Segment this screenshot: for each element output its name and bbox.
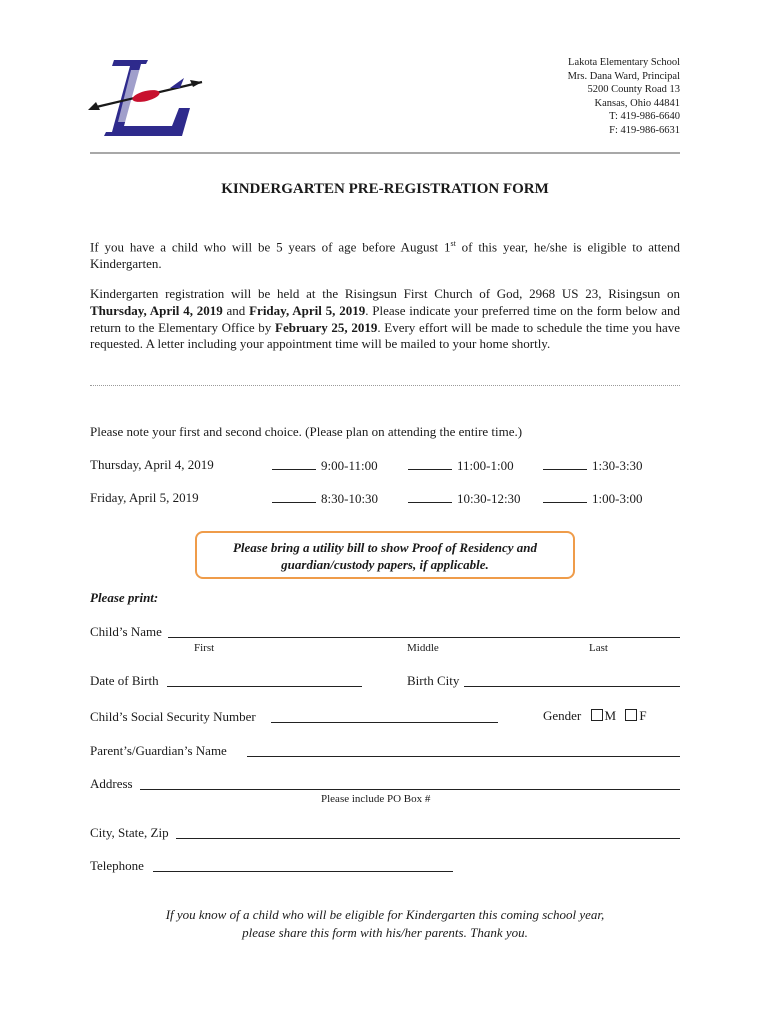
school-phone: T: 419-986-6640 (609, 111, 680, 123)
ssn-field[interactable]: Child’s Social Security Number (90, 709, 498, 725)
header-divider (90, 152, 680, 154)
po-box-caption: Please include PO Box # (321, 793, 431, 805)
dob-input-line[interactable] (167, 686, 362, 687)
city-state-zip-field[interactable]: City, State, Zip (90, 825, 680, 841)
address-field[interactable]: Address (90, 776, 680, 792)
school-street: 5200 County Road 13 (587, 84, 680, 96)
form-title: KINDERGARTEN PRE-REGISTRATION FORM (221, 181, 549, 197)
school-city: Kansas, Ohio 44841 (594, 97, 680, 109)
time-slot-option[interactable]: 8:30-10:30 (272, 490, 378, 507)
time-slot-option[interactable]: 10:30-12:30 (408, 490, 521, 507)
arrow-icon (88, 78, 202, 110)
date-of-birth-field[interactable]: Date of Birth (90, 673, 362, 689)
registration-paragraph: Kindergarten registration will be held at the Risingsun First Church of God, 2968 US 23, Risingsun on Thursday, April 4, 2019 and Friday, April 5, 2019. Please indicate your preferred time on the form below and return to the Elementary Office by February 25, 2019. Every effort will be made to schedule the time you have requested. A letter including your appointment time will be mailed to your home shortly. (90, 286, 680, 352)
child-name-field[interactable]: Child’s Name (90, 624, 680, 640)
choice-blank[interactable] (543, 457, 587, 470)
choice-blank[interactable] (408, 457, 452, 470)
schedule-row-thursday (90, 457, 690, 475)
last-name-caption: Last (589, 642, 608, 654)
parent-name-input-line[interactable] (247, 756, 680, 757)
school-name: Lakota Elementary School (568, 57, 680, 68)
choice-instructions: Please note your first and second choice. (Please plan on attending the entire time.) (90, 424, 523, 439)
choice-blank[interactable] (272, 457, 316, 470)
print-instruction: Please print: (90, 590, 159, 605)
time-slot-option[interactable]: 9:00-11:00 (272, 457, 378, 474)
footer-note: If you know of a child who will be eligible for Kindergarten this coming school year, please share this form with his/her parents. Thank you. (165, 907, 605, 940)
city-state-zip-input-line[interactable] (176, 838, 680, 839)
eligibility-paragraph: If you have a child who will be 5 years of age before August 1st of this year, he/she is eligible to attend Kindergarten. (90, 239, 680, 272)
gender-field: Gender M F (543, 708, 647, 723)
gender-option-female[interactable]: F (625, 708, 646, 723)
time-slot-option[interactable]: 1:00-3:00 (543, 490, 643, 507)
female-checkbox[interactable] (625, 709, 637, 721)
school-logo (86, 52, 208, 144)
child-name-input-line[interactable] (168, 637, 680, 638)
gender-option-male[interactable]: M (591, 708, 617, 723)
residency-proof-callout: Please bring a utility bill to show Proof of Residency and guardian/custody papers, if applicable. (195, 531, 575, 579)
male-checkbox[interactable] (591, 709, 603, 721)
choice-blank[interactable] (543, 490, 587, 503)
choice-blank[interactable] (408, 490, 452, 503)
school-fax: F: 419-986-6631 (609, 124, 680, 136)
time-slot-option[interactable]: 11:00-1:00 (408, 457, 514, 474)
ssn-input-line[interactable] (271, 722, 498, 723)
birth-city-field[interactable]: Birth City (407, 673, 680, 689)
schedule-day: Friday, April 5, 2019 (90, 490, 199, 505)
middle-name-caption: Middle (407, 642, 439, 654)
school-contact-block (568, 56, 680, 138)
time-slot-option[interactable]: 1:30-3:30 (543, 457, 643, 474)
address-input-line[interactable] (140, 789, 680, 790)
birth-city-input-line[interactable] (464, 686, 680, 687)
principal-name: Mrs. Dana Ward, Principal (567, 70, 680, 82)
parent-guardian-field[interactable]: Parent’s/Guardian’s Name (90, 743, 680, 759)
section-divider (90, 385, 680, 386)
telephone-input-line[interactable] (153, 871, 453, 872)
telephone-field[interactable]: Telephone (90, 858, 453, 874)
first-name-caption: First (194, 642, 215, 654)
schedule-row-friday (90, 490, 690, 508)
schedule-day: Thursday, April 4, 2019 (90, 457, 214, 472)
choice-blank[interactable] (272, 490, 316, 503)
